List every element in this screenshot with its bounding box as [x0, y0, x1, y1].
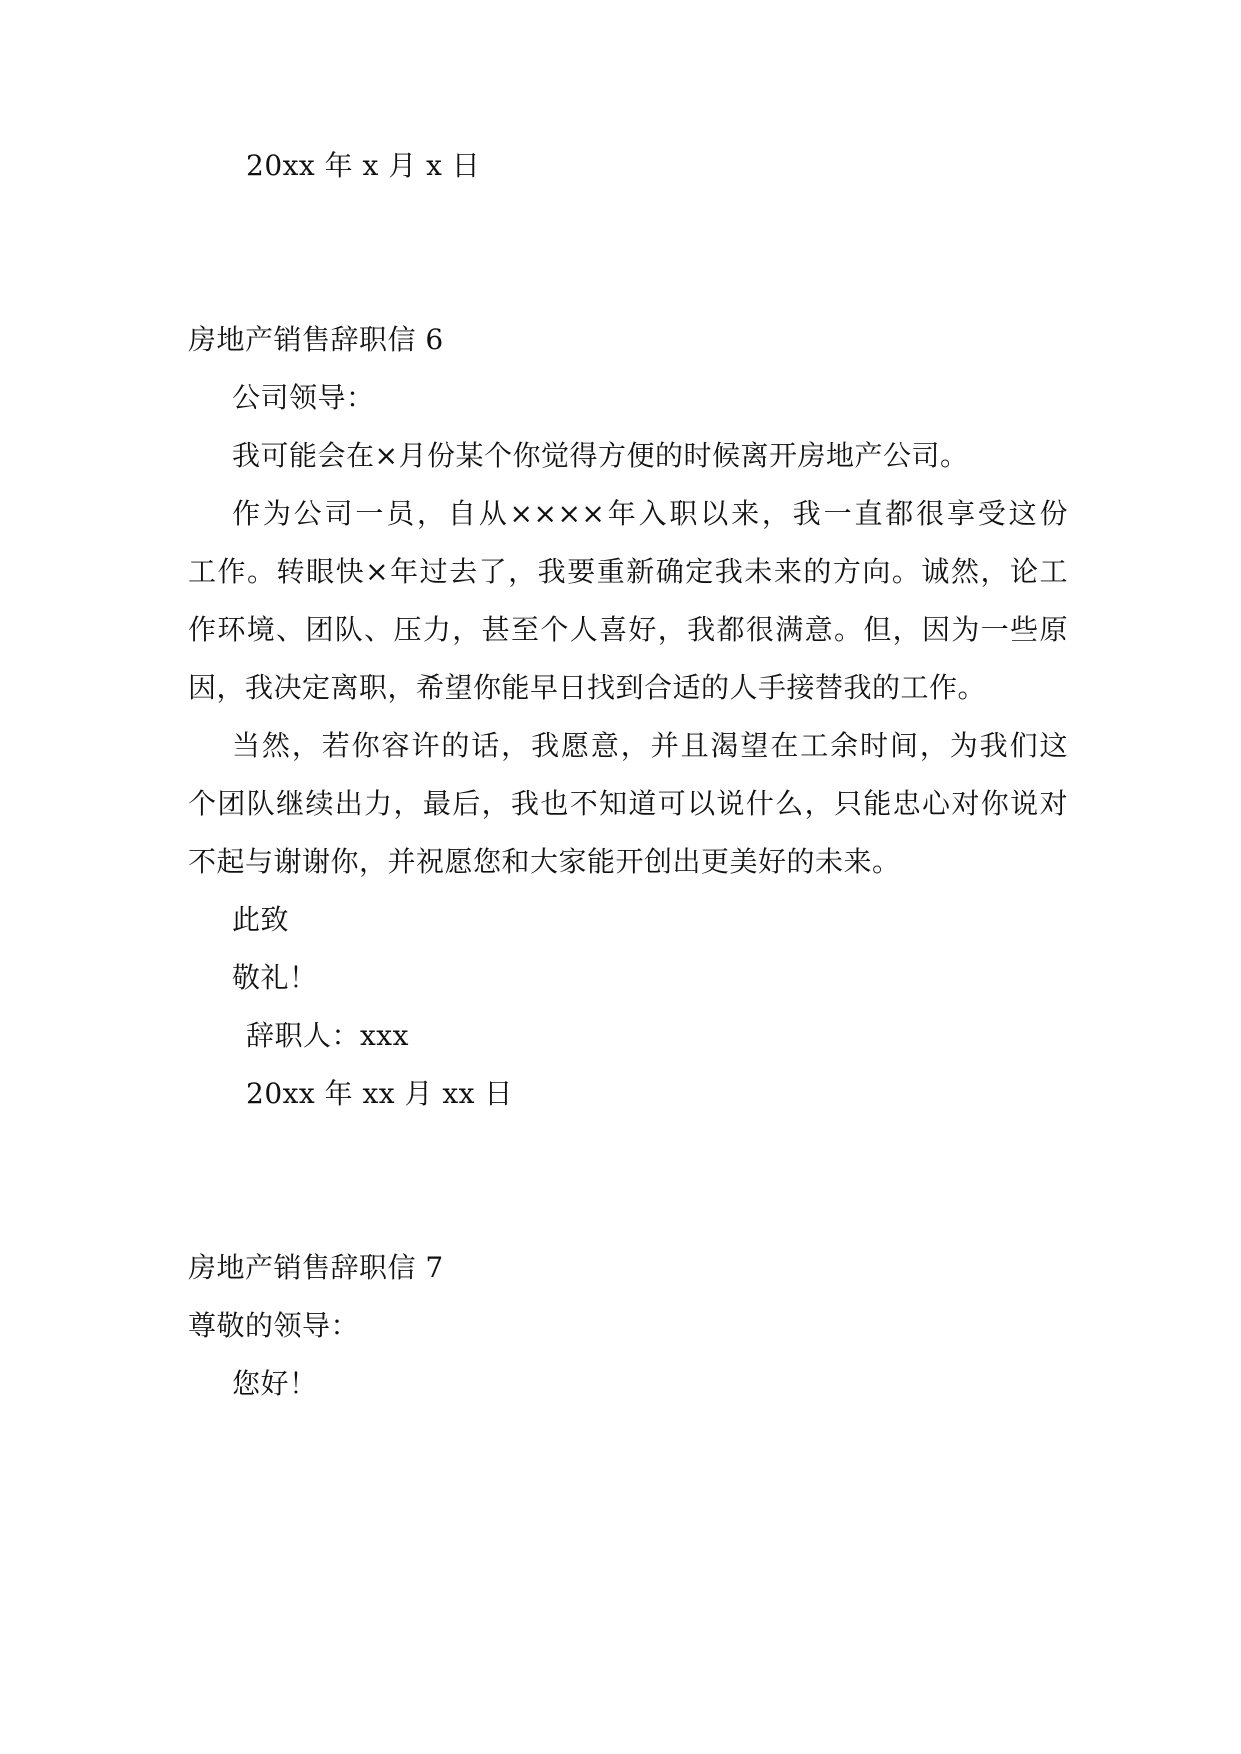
letter6-date: 20xx 年 xx 月 xx 日 — [246, 1077, 513, 1110]
letter7-greeting: 您好！ — [232, 1367, 318, 1400]
letter7-title: 房地产销售辞职信 7 — [188, 1251, 444, 1284]
letter6-paragraph-3-line: 个团队继续出力，最后，我也不知道可以说什么，只能忠心对你说对 — [188, 787, 1068, 820]
letter6-paragraph-2-line: 因，我决定离职，希望你能早日找到合适的人手接替我的工作。 — [188, 671, 987, 704]
letter6-paragraph-2-line: 作为公司一员，自从××××年入职以来，我一直都很享受这份 — [232, 497, 1068, 530]
letter7-salutation: 尊敬的领导： — [188, 1309, 360, 1342]
letter6-signer: 辞职人：xxx — [246, 1019, 409, 1052]
letter6-paragraph-2-line: 作环境、团队、压力，甚至个人喜好，我都很满意。但，因为一些原 — [188, 613, 1068, 646]
letter6-closing-1: 此致 — [232, 903, 290, 936]
letter6-closing-2: 敬礼！ — [232, 961, 318, 994]
letter6-paragraph-3-line: 不起与谢谢你，并祝愿您和大家能开创出更美好的未来。 — [188, 845, 901, 878]
date-line-top: 20xx 年 x 月 x 日 — [246, 149, 481, 182]
letter6-paragraph-3-line: 当然，若你容许的话，我愿意，并且渴望在工余时间，为我们这 — [232, 729, 1068, 762]
letter6-title: 房地产销售辞职信 6 — [188, 323, 444, 356]
letter6-salutation: 公司领导： — [232, 381, 375, 414]
letter6-paragraph-2-line: 工作。转眼快×年过去了，我要重新确定我未来的方向。诚然，论工 — [188, 555, 1068, 588]
letter6-paragraph-1: 我可能会在×月份某个你觉得方便的时候离开房地产公司。 — [232, 439, 969, 472]
